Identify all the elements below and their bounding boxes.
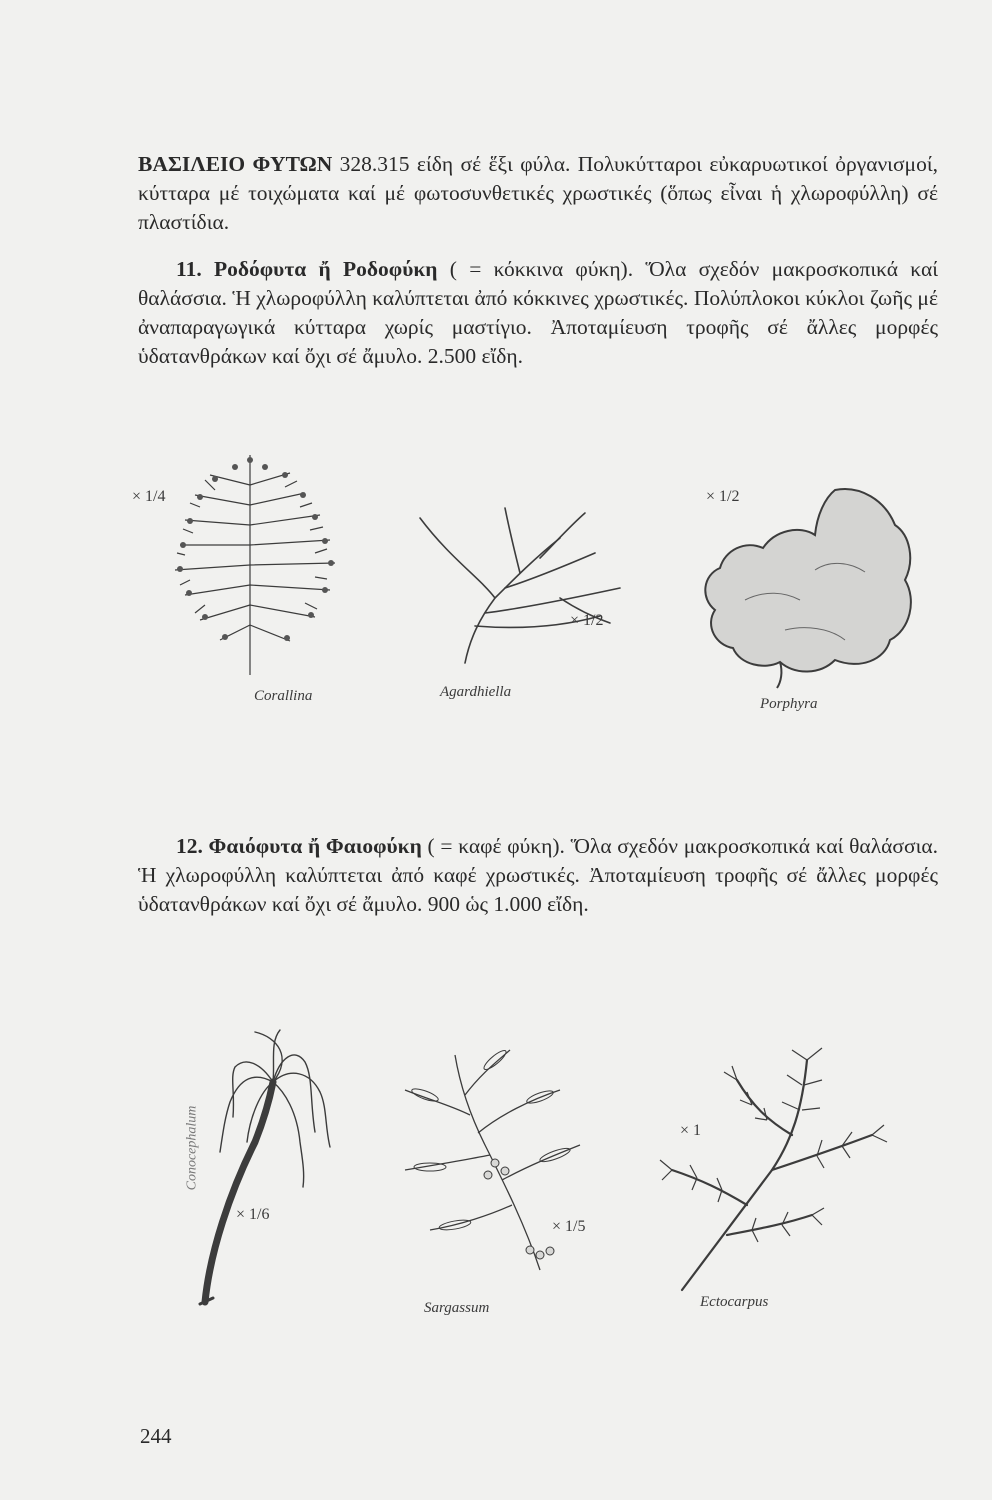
agardhiella-caption: Agardhiella bbox=[440, 684, 512, 700]
sargassum-scale: × 1/5 bbox=[552, 1218, 586, 1235]
kingdom-title: ΒΑΣΙΛΕΙΟ ΦΥΤΩΝ bbox=[138, 152, 333, 176]
corallina-caption: Corallina bbox=[254, 688, 313, 704]
agardhiella-scale: × 1/2 bbox=[570, 612, 604, 629]
section-phaeophyta-text: ( = καφέ φύκη). Ὅλα σχεδόν μακροσκοπικά καί θαλάσσια. Ἡ χλωροφύλλη καλύπτεται ἀπό καφέ χρωστικές. Ἀποταμίευση τροφῆς σέ ἄλλες μορφές ὑδατανθράκων καί ὄχι σέ ἄμυλο. 900 ὡς 1.000 εἴδη. bbox=[138, 834, 938, 916]
conocephalum-caption: Conocephalum bbox=[184, 1105, 200, 1191]
ectocarpus-caption: Ectocarpus bbox=[700, 1294, 769, 1310]
corallina-scale: × 1/4 bbox=[132, 488, 166, 505]
conocephalum-scale: × 1/6 bbox=[236, 1206, 270, 1223]
sargassum-caption: Sargassum bbox=[424, 1300, 490, 1316]
section-rhodophyta-title: 11. Ροδόφυτα ἤ Ροδοφύκη bbox=[176, 257, 438, 281]
corallina-drawing bbox=[155, 445, 355, 680]
ectocarpus-scale: × 1 bbox=[680, 1122, 702, 1139]
porphyra-caption: Porphyra bbox=[760, 696, 818, 712]
section-rhodophyta bbox=[138, 255, 938, 371]
section-phaeophyta-title: 12. Φαιόφυτα ἤ Φαιοφύκη bbox=[176, 834, 422, 858]
sargassum-drawing bbox=[390, 1045, 590, 1275]
section-rhodophyta-text: ( = κόκκινα φύκη). Ὅλα σχεδόν μακροσκοπικά καί θαλάσσια. Ἡ χλωροφύλλη καλύπτεται ἀπό κόκκινες χρωστικές. Πολύπλοκοι κύκλοι ζωῆς μέ ἀναπαραγωγικά κύτταρα χωρίς μαστίγιο. Ἀποταμίευση τροφῆς σέ ἄλλες μορφές ὑδατανθράκων καί ὄχι σέ ἄμυλο. 2.500 εἴδη. bbox=[138, 257, 938, 368]
kingdom-text: 328.315 είδη σέ ἕξι φύλα. Πολυκύτταροι εὐκαρυωτικοί ὀργανισμοί, κύτταρα μέ τοιχώματα καί μέ φωτοσυνθετικές χρωστικές (ὅπως εἶναι ἡ χλωροφύλλη) σέ πλαστίδια. bbox=[138, 152, 938, 234]
ectocarpus-drawing bbox=[652, 1040, 892, 1295]
porphyra-scale: × 1/2 bbox=[706, 488, 740, 505]
section-phaeophyta bbox=[138, 832, 938, 919]
page-number: 244 bbox=[140, 1424, 172, 1448]
kingdom-paragraph bbox=[138, 150, 938, 237]
agardhiella-drawing bbox=[410, 498, 630, 668]
conocephalum-drawing bbox=[185, 1022, 345, 1307]
porphyra-drawing bbox=[685, 480, 925, 690]
